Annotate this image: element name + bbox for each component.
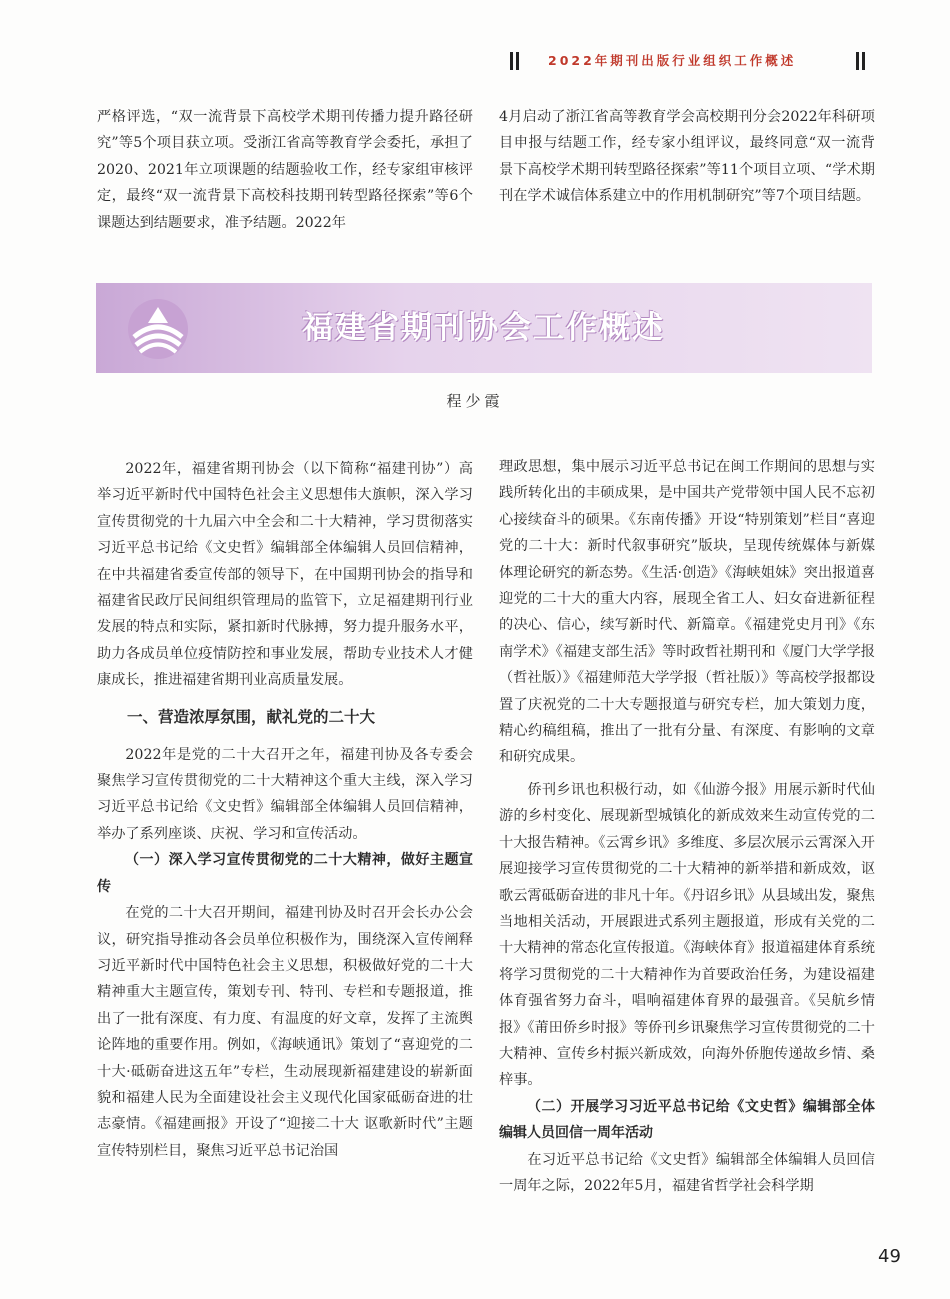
header-bar-right-1	[856, 52, 859, 70]
paragraph: 在习近平总书记给《文史哲》编辑部全体编辑人员回信一周年之际，2022年5月，福建省哲学社会科学期	[499, 1151, 875, 1194]
header-bar-left-1	[510, 52, 513, 70]
article-title: 福建省期刊协会工作概述	[302, 310, 665, 346]
subsection-heading: （二）开展学习习近平总书记给《文史哲》编辑部全体编辑人员回信一周年活动	[499, 1098, 875, 1142]
author-name: 程少霞	[446, 392, 504, 410]
paragraph: 理政思想，集中展示习近平总书记在闽工作期间的思想与实践所转化出的丰硕成果，是中国共产党带领中国人民不忘初心接续奋斗的硕果。《东南传播》开设“特别策划”栏目“喜迎党的二十大：新时代叙事研究”版块，呈现传统媒体与新媒体理论研究的新态势。《生活·创造》《海峡姐妹》突出报道喜迎党的二十大的重大内容，展现全省工人、妇女奋进新征程的决心、信心，续写新时代、新篇章。《福建党史月刊》《东南学术》《福建支部生活》等时政哲社期刊和《厦门大学学报（哲社版）》《福建师范大学学报（哲社版）》等高校学报都设置了庆祝党的二十大专题报道与研究专栏，加大策划力度，精心约稿组稿，推出了一批有分量、有深度、有影响的文章和研究成果。	[499, 459, 875, 766]
section-banner	[96, 283, 872, 373]
main-left-column	[97, 456, 473, 1164]
main-right-column	[499, 454, 875, 1199]
paragraph: 侨刊乡讯也积极行动，如《仙游今报》用展示新时代仙游的乡村变化、展现新型城镇化的新成效来生动宣传党的二十大报告精神。《云霄乡讯》多维度、多层次展示云霄深入开展迎接学习宣传贯彻党的二十大精神的新举措和新成效，讴歌云霄砥砺奋进的非凡十年。《丹诏乡讯》从县域出发，聚焦当地相关活动，开展跟进式系列主题报道，形成有关党的二十大精神的常态化宣传报道。《海峡体育》报道福建体育系统将学习贯彻党的二十大精神作为首要政治任务，为建设福建体育强省努力奋斗，唱响福建体育界的最强音。《吴航乡情报》《莆田侨乡时报》等侨刊乡讯聚焦学习宣传贯彻党的二十大精神、宣传乡村振兴新成效，向海外侨胞传递故乡情、桑梓事。	[499, 781, 875, 1089]
header-bar-right-2	[862, 52, 865, 70]
paragraph: 2022年是党的二十大召开之年，福建刊协及各专委会聚焦学习宣传贯彻党的二十大精神这个重大主线，深入学习习近平总书记给《文史哲》编辑部全体编辑人员回信精神，举办了系列座谈、庆祝、学习和宣传活动。	[97, 746, 473, 842]
section-heading: 一、营造浓厚氛围，献礼党的二十大	[127, 707, 376, 726]
page-number: 49	[878, 1246, 901, 1267]
paragraph: 2022年，福建省期刊协会（以下简称“福建刊协”）高举习近平新时代中国特色社会主义思想伟大旗帜，深入学习宣传贯彻党的十九届六中全会和二十大精神，学习贯彻落实习近平总书记给《文史哲》编辑部全体编辑人员回信精神，在中共福建省委宣传部的领导下，在中国期刊协会的指导和福建省民政厅民间组织管理局的监管下，立足福建期刊行业发展的特点和实际，紧扣新时代脉搏，努力提升服务水平，助力各成员单位疫情防控和事业发展，帮助专业技术人才健康成长，推进福建省期刊业高质量发展。	[97, 461, 473, 689]
top-right-column	[499, 104, 875, 210]
paragraph: 严格评选，“双一流背景下高校学术期刊传播力提升路径研究”等5个项目获立项。受浙江省高等教育学会委托，承担了2020、2021年立项课题的结题验收工作，经专家组审核评定，最终“双一流背景下高校科技期刊转型路径探索”等6个课题达到结题要求，准予结题。2022年	[97, 109, 473, 231]
header-title: 2022年期刊出版行业组织工作概述	[548, 53, 797, 68]
top-left-column	[97, 104, 473, 236]
subsection-heading: （一）深入学习宣传贯彻党的二十大精神，做好主题宣传	[97, 852, 473, 895]
running-header	[510, 50, 870, 72]
paragraph: 在党的二十大召开期间，福建刊协及时召开会长办公会议，研究指导推动各会员单位积极作为，围绕深入宣传阐释习近平新时代中国特色社会主义思想，积极做好党的二十大精神重大主题宣传，策划专刊、特刊、专栏和专题报道，推出了一批有深度、有力度、有温度的好文章，发挥了主流舆论阵地的重要作用。例如，《海峡通讯》策划了“喜迎党的二十大·砥砺奋进这五年”专栏，生动展现新福建建设的崭新面貌和福建人民为全面建设社会主义现代化国家砥砺奋进的壮志豪情。《福建画报》开设了“迎接二十大 讴歌新时代”主题宣传特别栏目，聚焦习近平总书记治国	[97, 905, 473, 1159]
paragraph: 4月启动了浙江省高等教育学会高校期刊分会2022年科研项目申报与结题工作，经专家小组评议，最终同意“双一流背景下高校学术期刊转型路径探索”等11个项目立项、“学术期刊在学术诚信体系建立中的作用机制研究”等7个项目结题。	[499, 109, 875, 205]
journal-association-logo-icon	[126, 297, 190, 361]
header-bar-left-2	[516, 52, 519, 70]
